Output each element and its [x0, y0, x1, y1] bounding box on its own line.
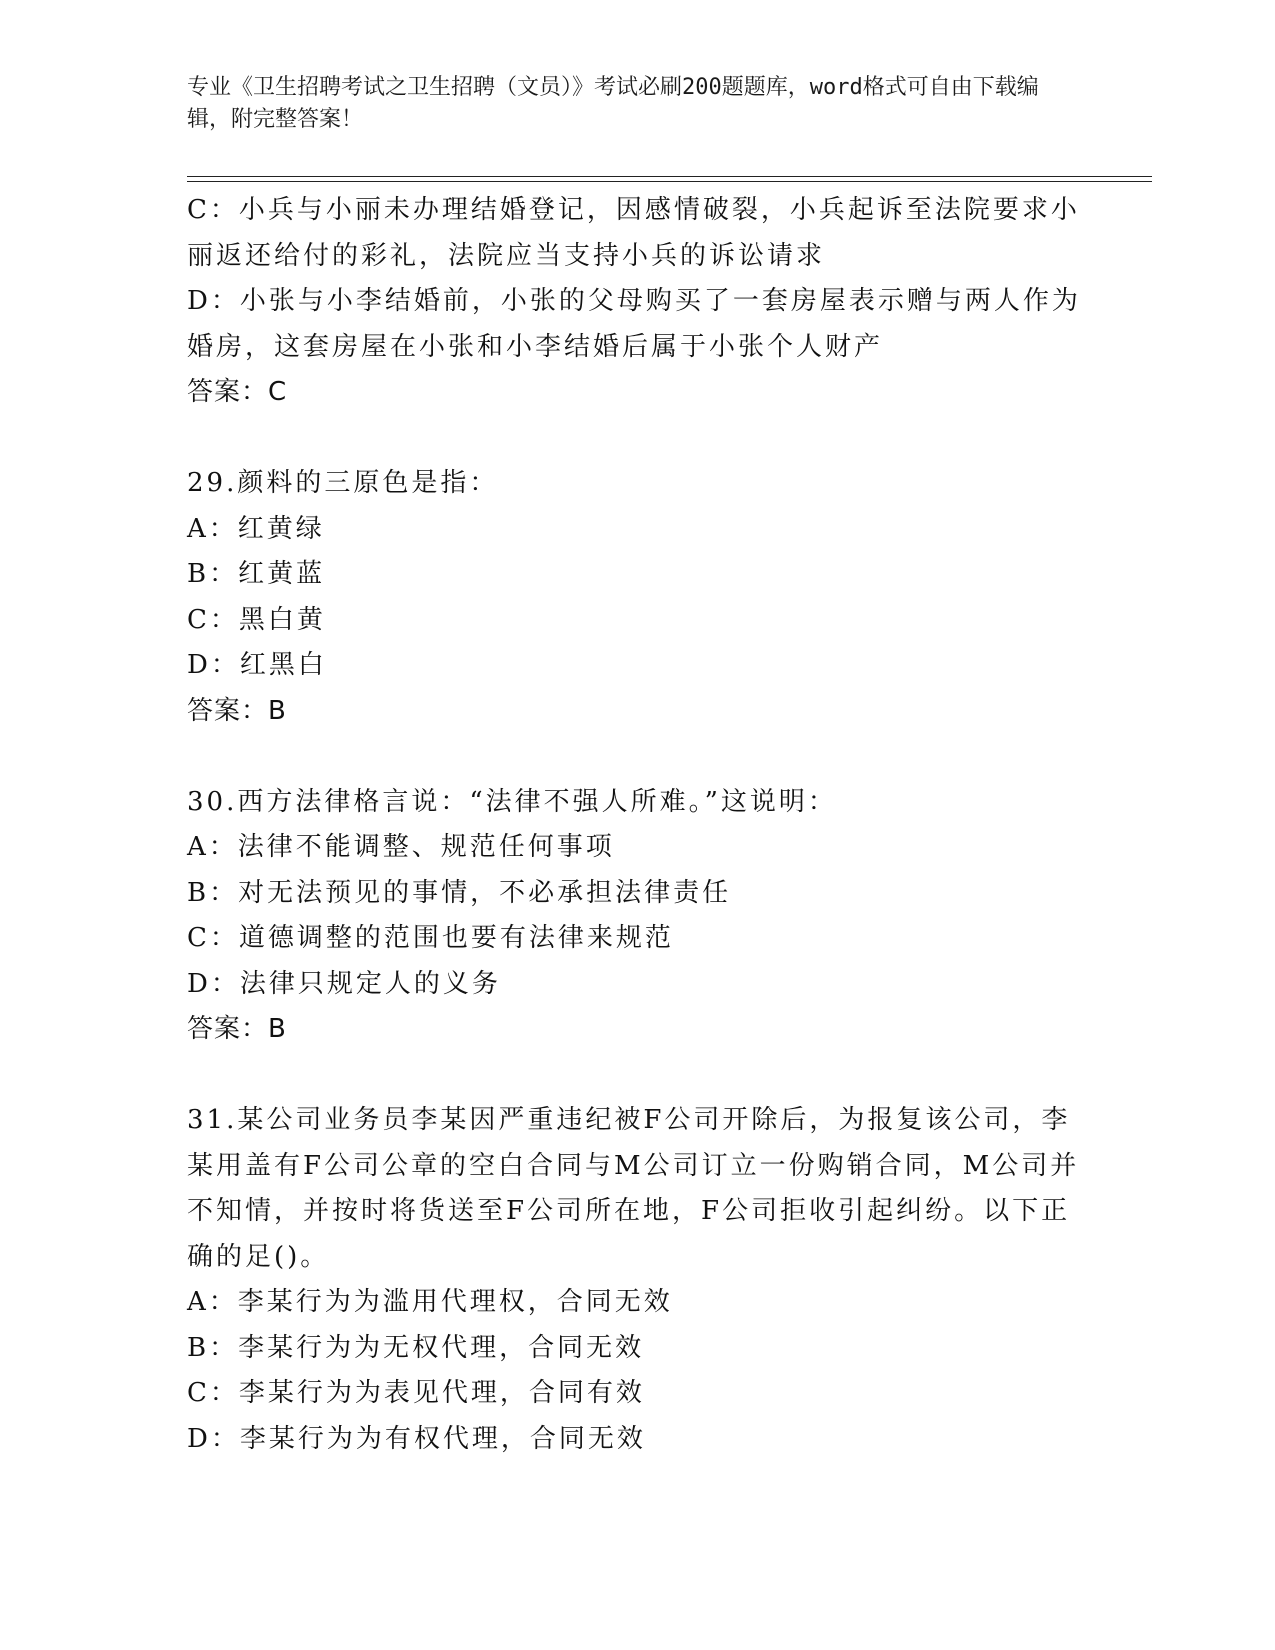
option-a: A：红黄绿 [187, 513, 325, 544]
document-body [187, 188, 1087, 1462]
answer: 答案：C [187, 377, 288, 407]
option-d: D：红黑白 [187, 650, 327, 680]
option-b: B：对无法预见的事情，不必承担法律责任 [187, 877, 732, 908]
option-b: B：李某行为为无权代理，合同无效 [187, 1332, 645, 1363]
option-d: D：李某行为为有权代理，合同无效 [187, 1423, 646, 1454]
answer: 答案：B [187, 695, 287, 726]
spacer [187, 1053, 1087, 1099]
header-divider [187, 176, 1152, 182]
spacer [187, 416, 1087, 462]
question-text: 30.西方法律格言说：“法律不强人所难。”这说明： [187, 786, 837, 817]
question-text: 31.某公司业务员李某因严重违纪被F公司开除后，为报复该公司，李某用盖有F公司公章的空白合同与M公司订立一份购销合同，M公司并不知情，并按时将货送至F公司所在地，F公司拒收引起纠纷。以下正确的足()。 [187, 1105, 1080, 1272]
option-c: C：李某行为为表见代理，合同有效 [187, 1378, 645, 1408]
option-d: D：法律只规定人的义务 [187, 968, 501, 999]
option-d: D：小张与小李结婚前，小张的父母购买了一套房屋表示赠与两人作为婚房，这套房屋在小张和小李结婚后属于小张个人财产 [187, 286, 1081, 362]
question-text: 29.颜料的三原色是指： [187, 468, 499, 498]
option-a: A：法律不能调整、规范任何事项 [187, 832, 615, 862]
question-31 [187, 1098, 1087, 1462]
spacer [187, 734, 1087, 780]
option-c: C：黑白黄 [187, 604, 326, 635]
question-28-tail [187, 188, 1087, 416]
question-30 [187, 780, 1087, 1053]
page-header: 专业《卫生招聘考试之卫生招聘（文员）》考试必刷200题题库，word格式可自由下载编辑，附完整答案！ [187, 75, 1039, 132]
question-29 [187, 461, 1087, 734]
answer: 答案：B [187, 1014, 287, 1044]
option-a: A：李某行为为滥用代理权，合同无效 [187, 1287, 673, 1317]
option-b: B：红黄蓝 [187, 559, 326, 589]
option-c: C：小兵与小丽未办理结婚登记，因感情破裂，小兵起诉至法院要求小丽返还给付的彩礼，法院应当支持小兵的诉讼请求 [187, 195, 1080, 271]
option-c: C：道德调整的范围也要有法律来规范 [187, 923, 674, 953]
